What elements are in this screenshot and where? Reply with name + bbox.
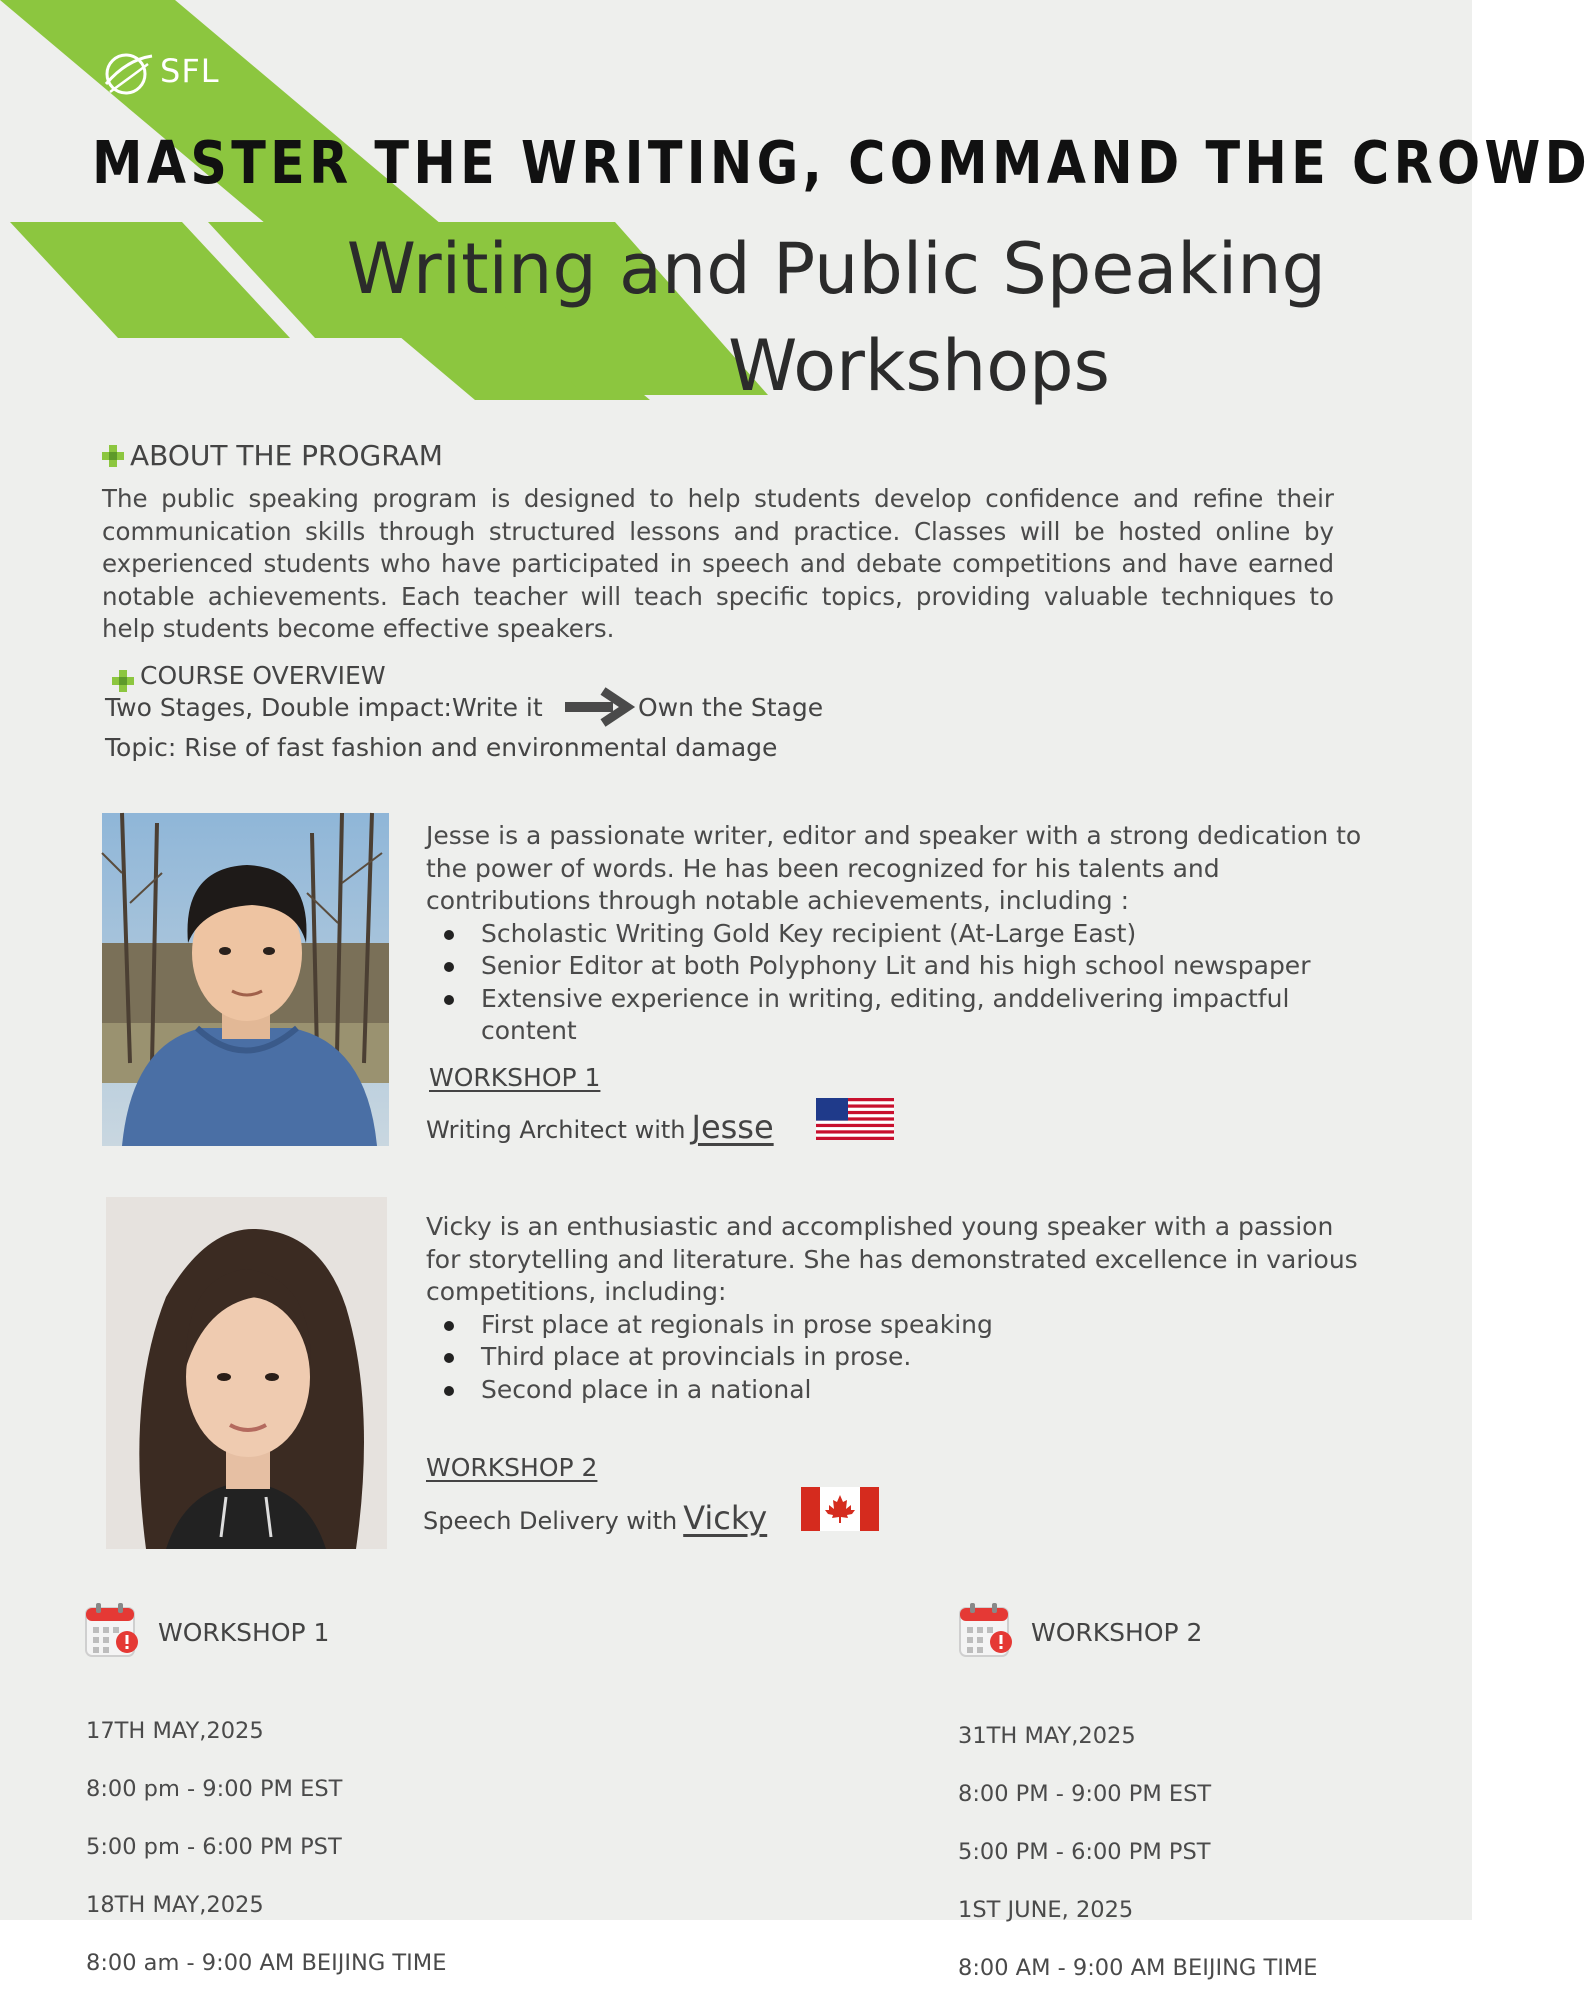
subtitle-line-2: Workshops — [728, 325, 1110, 407]
arrow-right-icon — [565, 688, 635, 726]
schedule-2-line: 1ST JUNE, 2025 — [958, 1897, 1134, 1923]
overview-stages-right: Own the Stage — [638, 693, 824, 722]
instructor-name-jesse: Jesse — [691, 1108, 774, 1146]
schedule-2-line: 5:00 PM - 6:00 PM PST — [958, 1839, 1211, 1865]
instructor-name-vicky: Vicky — [683, 1499, 768, 1537]
list-item: Senior Editor at both Polyphony Lit and his high school newspaper — [481, 950, 1366, 983]
plus-bullet-icon — [112, 670, 134, 692]
workshop-2-title: Speech Delivery with — [423, 1507, 678, 1535]
calendar-icon — [84, 1602, 140, 1660]
jesse-bio — [426, 820, 1366, 1048]
workshop-1-title: Writing Architect with — [426, 1116, 686, 1144]
schedule-1-details — [86, 1688, 446, 2007]
us-flag-icon — [816, 1098, 894, 1140]
main-headline: MASTER THE WRITING, COMMAND THE CROWD — [92, 128, 1591, 197]
about-body: The public speaking program is designed to help students develop confidence and refine their communication skills through structured lessons and practice. Classes will be hosted online by experienced students who have participated in speech and debate competitions and have earned notable achievements. Each teacher will teach specific topics, providing valuable techniques to help students become effective speakers. — [102, 484, 1334, 643]
jesse-photo — [102, 813, 389, 1146]
vicky-intro: Vicky is an enthusiastic and accomplished young speaker with a passion for storytelling and literature. She has demonstrated excellence in various competitions, including: — [426, 1212, 1358, 1306]
list-item: Extensive experience in writing, editing, anddelivering impactful content — [481, 983, 1301, 1048]
workshop-1-label: WORKSHOP 1 — [429, 1063, 601, 1092]
schedule-2-title: WORKSHOP 2 — [1031, 1618, 1203, 1647]
subtitle-line-1: Writing and Public Speaking — [346, 228, 1326, 310]
vicky-bio — [426, 1211, 1366, 1406]
schedule-1-line: 17TH MAY,2025 — [86, 1718, 264, 1744]
schedule-1-line: 8:00 am - 9:00 AM BEIJING TIME — [86, 1950, 447, 1976]
jesse-intro: Jesse is a passionate writer, editor and speaker with a strong dedication to the power of words. He has been recognized for his talents and contributions through notable achievements, including : — [426, 821, 1362, 915]
overview-heading: COURSE OVERVIEW — [140, 661, 386, 690]
vicky-achievements-list — [426, 1309, 1366, 1407]
schedule-1-title: WORKSHOP 1 — [158, 1618, 330, 1647]
schedule-2-line: 8:00 PM - 9:00 PM EST — [958, 1781, 1212, 1807]
globe-logo-icon — [102, 50, 154, 96]
schedule-2-line: 31TH MAY,2025 — [958, 1723, 1136, 1749]
list-item: Scholastic Writing Gold Key recipient (At-Large East) — [481, 918, 1366, 951]
list-item: First place at regionals in prose speaking — [481, 1309, 1366, 1342]
schedule-1-line: 18TH MAY,2025 — [86, 1892, 264, 1918]
plus-bullet-icon — [102, 445, 124, 467]
logo-text: SFL — [160, 52, 220, 90]
calendar-icon — [958, 1602, 1014, 1660]
schedule-1-line: 8:00 pm - 9:00 PM EST — [86, 1776, 343, 1802]
workshop-1-title-line — [426, 1108, 774, 1146]
about-heading: ABOUT THE PROGRAM — [130, 439, 443, 472]
canada-flag-icon — [801, 1487, 879, 1531]
jesse-achievements-list — [426, 918, 1366, 1048]
overview-topic: Topic: Rise of fast fashion and environmental damage — [105, 733, 778, 762]
list-item: Third place at provincials in prose. — [481, 1341, 1366, 1374]
schedule-1-line: 5:00 pm - 6:00 PM PST — [86, 1834, 342, 1860]
list-item: Second place in a national — [481, 1374, 1366, 1407]
sfl-logo — [102, 50, 262, 96]
overview-stages-left: Two Stages, Double impact:Write it — [105, 693, 543, 722]
schedule-2-details — [958, 1693, 1318, 2012]
vicky-photo — [106, 1197, 387, 1549]
schedule-2-line: 8:00 AM - 9:00 AM BEIJING TIME — [958, 1955, 1318, 1981]
workshop-2-label: WORKSHOP 2 — [426, 1453, 598, 1482]
workshop-2-title-line — [423, 1499, 767, 1537]
